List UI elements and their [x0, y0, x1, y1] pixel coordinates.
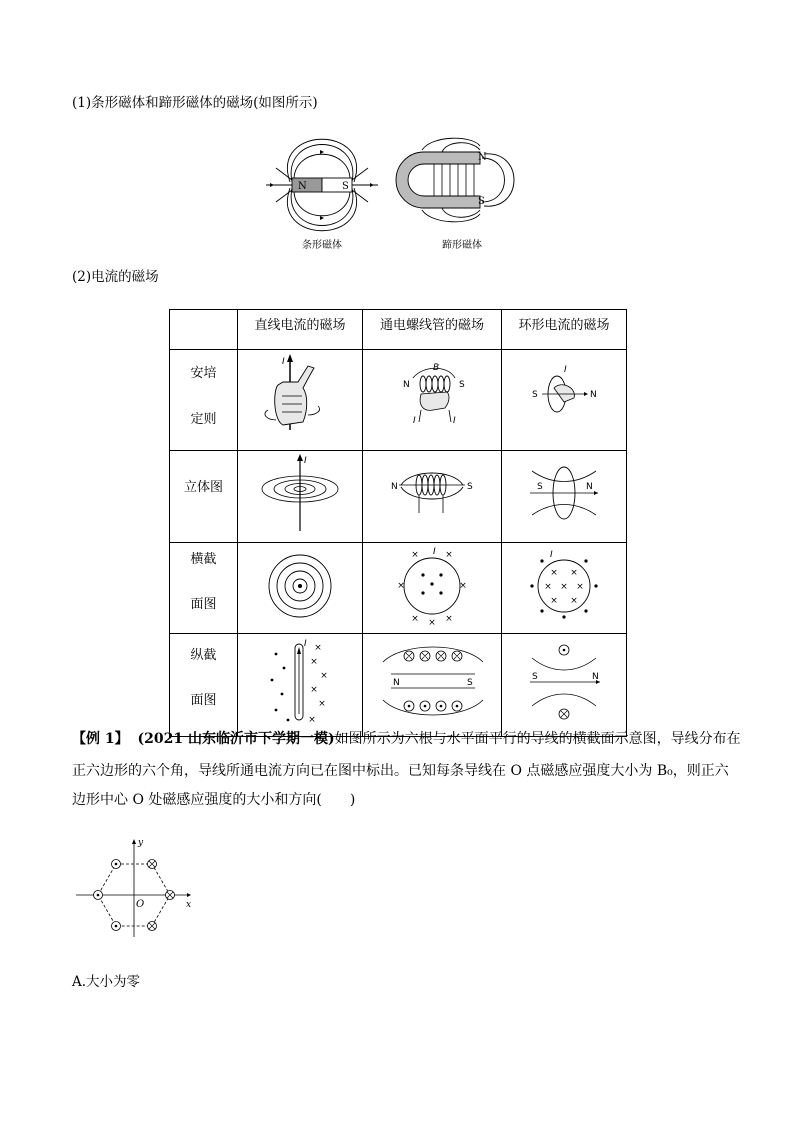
- solenoid-cross-cell: [363, 543, 502, 634]
- right-hand-grip-icon: [238, 350, 362, 446]
- svg-text:×: ×: [550, 596, 558, 606]
- straight-3d-field-icon: [238, 451, 362, 538]
- section1-heading: (1)条形磁体和蹄形磁体的磁场(如图所示): [72, 95, 318, 111]
- example-line-1: [72, 726, 741, 752]
- svg-text:S: S: [467, 482, 473, 492]
- svg-text:×: ×: [314, 643, 322, 653]
- svg-text:N: N: [391, 482, 398, 492]
- table-header-cell: 直线电流的磁场: [238, 310, 363, 350]
- table-row: [170, 543, 627, 634]
- solenoid-3d-cell: [363, 451, 502, 543]
- origin-label: O: [136, 899, 145, 910]
- svg-text:×: ×: [310, 657, 318, 667]
- svg-text:I: I: [550, 550, 553, 560]
- svg-text:×: ×: [428, 618, 436, 628]
- svg-text:I: I: [304, 456, 307, 466]
- svg-text:I: I: [304, 639, 307, 649]
- svg-text:×: ×: [445, 550, 453, 560]
- svg-text:N: N: [586, 482, 593, 492]
- table-header-row: [170, 310, 627, 350]
- svg-text:I: I: [433, 547, 436, 557]
- svg-text:×: ×: [411, 550, 419, 560]
- svg-text:I: I: [453, 416, 456, 426]
- svg-text:×: ×: [576, 582, 584, 592]
- svg-text:B: B: [433, 363, 440, 373]
- row-label: 纵截 面图: [170, 634, 238, 737]
- loop-3d-cell: [502, 451, 627, 543]
- table-header-cell: 通电螺线管的磁场: [363, 310, 502, 350]
- bar-magnet-caption: 条形磁体: [302, 240, 342, 251]
- svg-text:×: ×: [308, 715, 316, 725]
- svg-text:S: S: [532, 672, 538, 682]
- solenoid-longitudinal-cell: [363, 634, 502, 737]
- svg-text:I: I: [413, 416, 416, 426]
- svg-text:S: S: [532, 390, 538, 400]
- solenoid-longitudinal-icon: [363, 634, 501, 732]
- example-line1-text: 如图所示为六根与水平面平行的导线的横截面示意图，导线分布在: [334, 731, 741, 747]
- solenoid-grip-icon: [363, 350, 501, 446]
- section2-heading: (2)电流的磁场: [72, 269, 159, 285]
- svg-text:×: ×: [411, 614, 419, 624]
- svg-text:S: S: [537, 482, 543, 492]
- solenoid-cross-section-icon: [363, 543, 501, 629]
- straight-3d-cell: [238, 451, 363, 543]
- example-source: (2021 山东临沂市下学期一模): [137, 731, 335, 747]
- svg-text:×: ×: [310, 685, 318, 695]
- example-line-3: 边形中心 O 处磁感应强度的大小和方向( ): [72, 792, 356, 808]
- svg-text:×: ×: [459, 581, 467, 591]
- straight-ampere-cell: [238, 350, 363, 451]
- horseshoe-magnet-caption: 蹄形磁体: [442, 240, 482, 251]
- loop-cross-cell: [502, 543, 627, 634]
- svg-text:S: S: [459, 380, 465, 390]
- straight-longitudinal-icon: [238, 634, 362, 732]
- svg-text:×: ×: [445, 614, 453, 624]
- bar-n-label: N: [298, 181, 307, 192]
- loop-grip-icon: [502, 350, 626, 446]
- example-tag: 【例 1】: [72, 731, 129, 747]
- loop-longitudinal-cell: [502, 634, 627, 737]
- svg-text:×: ×: [560, 582, 568, 592]
- hexagon-wire-diagram: [72, 835, 202, 945]
- svg-text:×: ×: [544, 582, 552, 592]
- svg-text:N: N: [393, 678, 400, 688]
- table-header-empty: [170, 310, 238, 350]
- bar-magnet-figure: [262, 140, 382, 230]
- horseshoe-n-label: N: [478, 152, 487, 163]
- loop-3d-field-icon: [502, 451, 626, 538]
- svg-text:×: ×: [570, 596, 578, 606]
- current-field-table: [169, 309, 627, 737]
- svg-text:×: ×: [397, 581, 405, 591]
- row-label: 横截 面图: [170, 543, 238, 634]
- x-axis-label: x: [186, 900, 192, 910]
- svg-text:I: I: [564, 365, 567, 375]
- straight-longitudinal-cell: [238, 634, 363, 737]
- svg-text:×: ×: [550, 568, 558, 578]
- solenoid-3d-field-icon: [363, 451, 501, 538]
- svg-text:×: ×: [320, 671, 328, 681]
- row-label: 安培 定则: [170, 350, 238, 451]
- table-row: [170, 350, 627, 451]
- horseshoe-s-label: S: [478, 196, 485, 207]
- table-header-cell: 环形电流的磁场: [502, 310, 627, 350]
- svg-text:×: ×: [570, 568, 578, 578]
- straight-cross-cell: [238, 543, 363, 634]
- svg-text:N: N: [403, 380, 410, 390]
- row-label: 立体图: [170, 451, 238, 543]
- loop-longitudinal-icon: [502, 634, 626, 732]
- y-axis-label: y: [138, 838, 144, 848]
- svg-text:S: S: [467, 678, 473, 688]
- loop-ampere-cell: [502, 350, 627, 451]
- svg-text:N: N: [590, 390, 597, 400]
- loop-cross-section-icon: [502, 543, 626, 629]
- table-row: [170, 451, 627, 543]
- horseshoe-magnet-figure: [402, 140, 532, 230]
- option-a: A.大小为零: [72, 974, 141, 990]
- solenoid-ampere-cell: [363, 350, 502, 451]
- example-line-2: 正六边形的六个角，导线所通电流方向已在图中标出。已知每条导线在 O 点磁感应强度大小为 B₀，则正六: [72, 763, 729, 779]
- svg-text:I: I: [282, 357, 285, 367]
- svg-text:×: ×: [318, 699, 326, 709]
- bar-s-label: S: [342, 181, 349, 192]
- straight-cross-section-icon: [238, 543, 362, 629]
- svg-text:N: N: [592, 672, 599, 682]
- table-row: [170, 634, 627, 737]
